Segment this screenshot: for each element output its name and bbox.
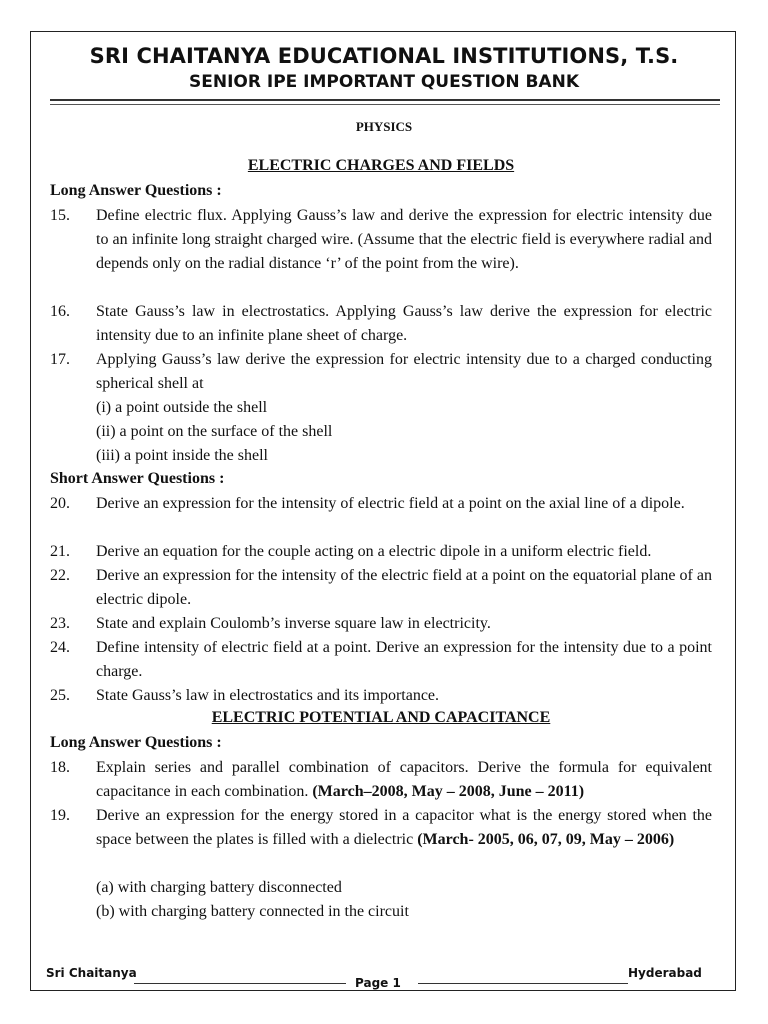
question-part: (ii) a point on the surface of the shell: [96, 423, 333, 440]
question-item: [50, 564, 712, 612]
footer-right-text: Hyderabad: [628, 966, 702, 980]
question-item: [50, 492, 712, 516]
question-item: [50, 300, 712, 348]
question-body: Explain series and parallel combination of capacitors. Derive the formula for equivalent capacitance in each combination.: [96, 759, 712, 800]
question-item: [50, 756, 712, 804]
page-number: Page 1: [355, 976, 401, 990]
question-number: 15.: [50, 207, 70, 224]
question-body: Derive an expression for the energy stored in a capacitor what is the energy stored when the space between the plates is filled with a dielectric: [96, 807, 712, 848]
question-text: Define intensity of electric field at a point. Derive an expression for the intensity due to a point charge.: [96, 639, 712, 680]
question-text: Applying Gauss’s law derive the expression for electric intensity due to a charged conducting spherical shell at: [96, 351, 712, 392]
group-label: Long Answer Questions :: [50, 734, 222, 751]
exam-reference: (March- 2005, 06, 07, 09, May – 2006): [417, 831, 675, 848]
question-text: Define electric flux. Applying Gauss’s law and derive the expression for electric intensity due to an infinite long straight charged wire. (Assume that the electric field is everywhere radial and depends only on the radial distance ‘r’ of the point from the wire).: [96, 207, 712, 272]
header-divider: [50, 99, 720, 101]
question-number: 17.: [50, 351, 70, 368]
question-text: [96, 756, 712, 804]
question-text: State and explain Coulomb’s inverse square law in electricity.: [96, 615, 491, 632]
question-part: (i) a point outside the shell: [96, 399, 268, 416]
group-label: Short Answer Questions :: [50, 470, 225, 487]
group-label: Long Answer Questions :: [50, 182, 222, 199]
footer-rule-right: [418, 983, 628, 984]
question-text: State Gauss’s law in electrostatics. Applying Gauss’s law derive the expression for electric intensity due to an infinite plane sheet of charge.: [96, 303, 712, 344]
question-text: State Gauss’s law in electrostatics and its importance.: [96, 687, 440, 704]
footer-rule-left: [134, 983, 346, 984]
question-number: 18.: [50, 759, 70, 776]
question-part: (iii) a point inside the shell: [96, 447, 268, 464]
footer-left-text: Sri Chaitanya: [46, 966, 137, 980]
question-number: 22.: [50, 567, 70, 584]
question-text: [96, 804, 712, 852]
section-title: ELECTRIC CHARGES AND FIELDS: [247, 157, 515, 174]
question-number: 24.: [50, 639, 70, 656]
question-number: 16.: [50, 303, 70, 320]
question-part: (a) with charging battery disconnected: [96, 879, 342, 896]
question-item: [50, 348, 712, 396]
question-part: (b) with charging battery connected in the circuit: [96, 903, 409, 920]
question-item: [50, 540, 712, 564]
question-text: Derive an expression for the intensity of the electric field at a point on the equatorial plane of an electric dipole.: [96, 567, 712, 608]
subject-title: PHYSICS: [355, 119, 413, 134]
question-item: [50, 684, 712, 708]
question-item: [50, 612, 712, 636]
question-number: 21.: [50, 543, 70, 560]
question-text: Derive an expression for the intensity of electric field at a point on the axial line of a dipole.: [96, 495, 685, 512]
question-item: [50, 636, 712, 684]
question-number: 25.: [50, 687, 70, 704]
institution-header: SRI CHAITANYA EDUCATIONAL INSTITUTIONS, T.S.: [89, 44, 679, 68]
question-item: [50, 204, 712, 276]
question-number: 23.: [50, 615, 70, 632]
document-title: SENIOR IPE IMPORTANT QUESTION BANK: [189, 72, 579, 92]
question-item: [50, 804, 712, 852]
exam-reference: (March–2008, May – 2008, June – 2011): [312, 783, 585, 800]
question-text: Derive an equation for the couple acting on a electric dipole in a uniform electric field.: [96, 543, 652, 560]
question-number: 20.: [50, 495, 70, 512]
section-title: ELECTRIC POTENTIAL AND CAPACITANCE: [211, 709, 551, 726]
question-number: 19.: [50, 807, 70, 824]
header-divider-thin: [50, 104, 720, 105]
